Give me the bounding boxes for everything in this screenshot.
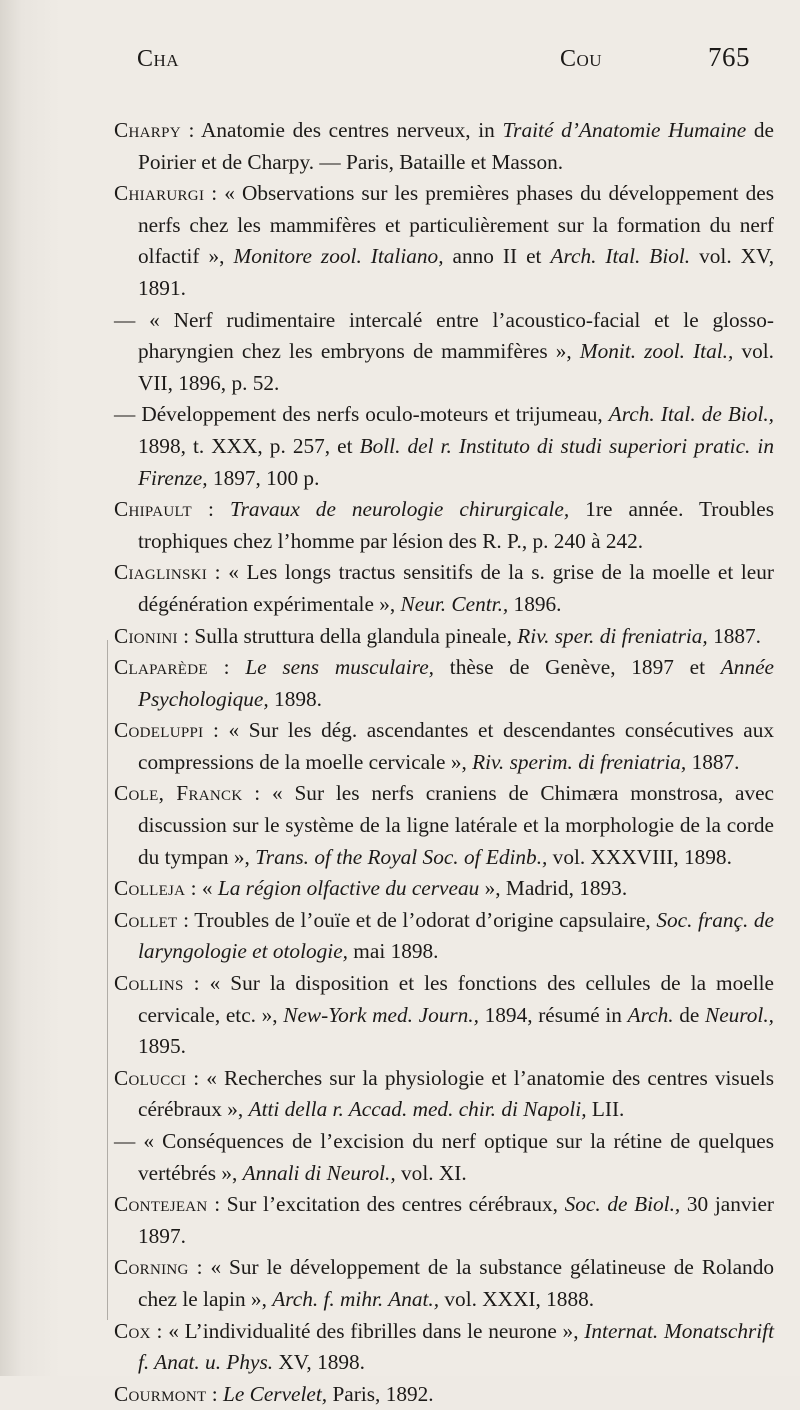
entry-title: Internat. Monatschrift f. Anat. u. Phys. [138, 1318, 775, 1375]
entry-title: Monit. zool. Ital., [579, 339, 734, 364]
entry-author: Cole, Franck [114, 781, 243, 806]
header-right: Cou [560, 46, 603, 72]
entry-title: Neur. Centr., [400, 591, 509, 616]
entry-author: Claparède [114, 655, 208, 680]
entry-text: — « Conséquences de l’excision du nerf optique sur la rétine de quelques vertébrés », [114, 1129, 774, 1185]
entry-text: Paris, 1892. [327, 1381, 434, 1406]
entry-text: LII. [586, 1097, 625, 1122]
entry-text: vol. VII, 1896, p. 52. [138, 339, 774, 395]
bibliography-entry [114, 652, 774, 715]
header-left: Cha [137, 46, 180, 72]
bibliography-entry [114, 178, 774, 304]
bibliography-entry [114, 557, 774, 620]
page-number: 765 [708, 42, 750, 72]
entry-text: 1887. [686, 749, 740, 774]
entry-title: Traité d’Anatomie Humaine [502, 118, 747, 142]
bibliography-entry [114, 905, 774, 968]
entry-author: Courmont [114, 1381, 207, 1406]
entry-author: Colucci [114, 1065, 187, 1090]
entry-text: anno II et [443, 244, 551, 269]
bibliography-entry [114, 399, 774, 494]
entry-author: Colleja [114, 876, 186, 901]
entry-title: Arch. [627, 1002, 674, 1027]
entry-text: : [207, 655, 246, 680]
entry-author: Codeluppi [114, 718, 204, 743]
bibliography-entry [114, 778, 774, 873]
entry-text: : « L’individualité des fibrilles dans le neurone », [150, 1318, 585, 1343]
entry-text: 1887. [707, 623, 762, 648]
entry-text: 1897, 100 p. [207, 465, 320, 490]
entry-title: Neurol., [704, 1002, 775, 1027]
entry-title: New-York med. Journ., [283, 1002, 479, 1027]
entry-text: — Développement des nerfs oculo-moteurs et trijumeau, [114, 402, 609, 427]
entry-author: Ciaglinski [114, 560, 208, 585]
entry-author: Chipault [114, 497, 193, 522]
entry-text: : Sulla struttura della glandula pineale, [177, 623, 518, 648]
entry-author: Corning [114, 1255, 189, 1280]
bibliography-entry [114, 873, 774, 905]
entry-title: Boll. del r. Instituto di studi superiori pratic. in Firenze, [138, 433, 774, 490]
entry-text: : [206, 1381, 224, 1406]
entry-author: Charpy [114, 118, 181, 142]
entry-author: Cionini [114, 623, 178, 648]
entry-author: Chiarurgi [114, 181, 205, 206]
bibliography-entry [114, 1063, 774, 1126]
entry-text: 1895. [138, 1034, 186, 1059]
entry-text: : « Les longs tractus sensitifs de la s. grise de la moelle et leur dégénération expérimentale », [138, 560, 774, 616]
entry-author: Collet [114, 907, 178, 932]
entry-text: : Sur l’excitation des centres cérébraux, [207, 1192, 565, 1217]
entry-title: Annali di Neurol., [242, 1160, 396, 1185]
entry-text: : « Sur les nerfs craniens de Chimæra monstrosa, avec discussion sur le système de la ligne latérale et la morphologie de la corde du tympan », [138, 781, 774, 869]
entry-author: Cox [114, 1318, 151, 1343]
entry-text: : « [185, 876, 218, 901]
entry-text: : « Sur le développement de la substance gélatineuse de Rolando chez le lapin », [138, 1255, 774, 1311]
entry-title: Travaux de neurologie chirurgicale, [229, 497, 570, 522]
entry-text: — « Nerf rudimentaire intercalé entre l’acoustico-facial et le glosso-pharyngien chez les embryons de mammifères », [114, 307, 774, 364]
entry-text: vol. XV, 1891. [138, 244, 775, 300]
entry-text: de Poirier et de Charpy. — Paris, Bataille et Masson. [138, 118, 774, 174]
margin-line [107, 640, 108, 1320]
entry-title: La région olfactive du cerveau [217, 876, 480, 901]
bibliography-entry [114, 1189, 774, 1252]
entry-title: Monitore zool. Italiano, [233, 244, 444, 269]
bibliography-entry [114, 968, 774, 1063]
entry-text: vol. XXXI, 1888. [439, 1286, 595, 1311]
running-header [0, 40, 800, 84]
entry-title: Le sens musculaire, [245, 655, 435, 680]
bibliography-entry [114, 1252, 774, 1315]
bibliography-entry [114, 1379, 774, 1410]
entry-text: 1re année. Troubles trophiques chez l’homme par lésion des R. P., p. 240 à 242. [138, 497, 775, 553]
entry-author: Contejean [114, 1192, 208, 1217]
bibliography-entry [114, 494, 774, 557]
bibliography-entry [114, 1126, 774, 1189]
bibliography-entry [114, 1316, 774, 1379]
entry-title: Soc. franç. de laryngologie et otologie, [138, 907, 774, 964]
entry-title: Année Psychologique, [138, 655, 774, 711]
entry-text: : « Sur la disposition et les fonctions des cellules de la moelle cervicale, etc. », [138, 971, 774, 1027]
entry-text: mai 1898. [347, 939, 439, 964]
entry-text: 1898, t. XXX, p. 257, et [138, 433, 360, 458]
entry-title: Le Cervelet, [223, 1381, 328, 1406]
entry-text: vol. XXXVIII, 1898. [547, 844, 732, 869]
entry-text: thèse de Genève, 1897 et [434, 655, 721, 680]
entry-text: 1896. [508, 591, 562, 616]
entry-text: : Troubles de l’ouïe et de l’odorat d’origine capsulaire, [177, 907, 657, 932]
entry-title: Trans. of the Royal Soc. of Edinb., [255, 844, 548, 869]
entry-text: : « Sur les dég. ascendantes et descendantes consécutives aux compressions de la moelle cervicale », [138, 718, 774, 774]
entry-title: Arch. f. mihr. Anat., [272, 1286, 440, 1311]
entry-title: Riv. sperim. di freniatria, [472, 749, 687, 774]
entry-text: : [192, 497, 230, 522]
entry-title: Atti della r. Accad. med. chir. di Napoli, [248, 1097, 587, 1122]
bibliography-list [114, 115, 774, 1410]
bibliography-entry [114, 621, 774, 653]
entry-text: », Madrid, 1893. [479, 876, 628, 901]
entry-text: XV, 1898. [273, 1350, 365, 1375]
entry-text: : « Recherches sur la physiologie et l’anatomie des centres visuels cérébraux », [138, 1065, 774, 1122]
entry-author: Collins [114, 971, 184, 996]
bibliography-entry [114, 305, 774, 400]
entry-text: vol. XI. [395, 1160, 467, 1185]
entry-text: de [673, 1002, 705, 1027]
entry-title: Riv. sper. di freniatria, [517, 623, 708, 648]
entry-text: 1898. [268, 686, 322, 711]
entry-text: : Anatomie des centres nerveux, in [180, 118, 503, 142]
entry-title: Arch. Ital. Biol. [550, 244, 691, 269]
bibliography-entry [114, 715, 774, 778]
entry-title: Arch. Ital. de Biol., [608, 402, 775, 427]
entry-text: : « Observations sur les premières phases du développement des nerfs chez les mammifères et particulièrement sur la formation du nerf olfactif », [138, 181, 774, 269]
entry-text: 30 janvier 1897. [138, 1192, 774, 1248]
entry-title: Soc. de Biol., [564, 1192, 681, 1217]
entry-text: 1894, résumé in [478, 1002, 628, 1027]
bibliography-entry [114, 115, 774, 178]
